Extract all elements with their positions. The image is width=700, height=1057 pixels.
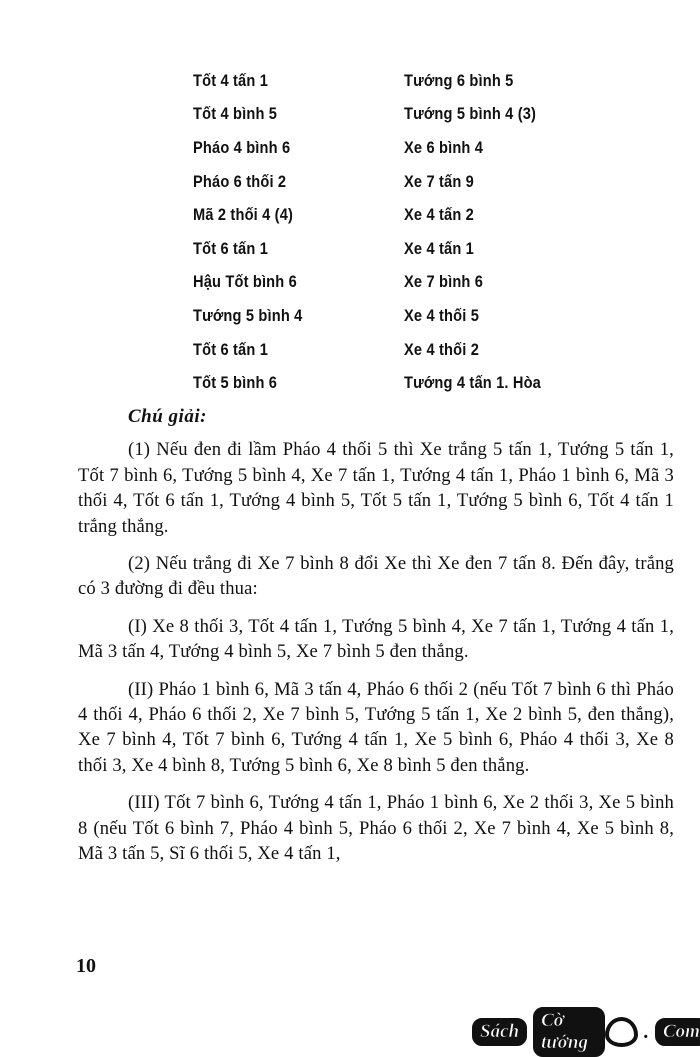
move-list	[193, 64, 613, 400]
move-row	[193, 198, 613, 232]
move-black: Tướng 4 tấn 1. Hòa	[403, 373, 541, 393]
move-black: Xe 4 tấn 1	[403, 238, 474, 258]
move-black: Xe 7 tấn 9	[403, 171, 474, 191]
move-white: Tốt 6 tấn 1	[193, 238, 269, 258]
annotations-heading: Chú giải:	[128, 406, 207, 427]
move-white: Tốt 5 bình 6	[193, 373, 278, 393]
move-white: Tướng 5 bình 4	[193, 305, 303, 325]
watermark-text-co-tuong: Cờ tướng	[533, 1007, 605, 1057]
move-black: Xe 7 bình 6	[403, 272, 484, 292]
annotation-paragraph: (1) Nếu đen đi lầm Pháo 4 thối 5 thì Xe trắng 5 tấn 1, Tướng 5 tấn 1, Tốt 7 bình 6, Tướng 5 bình 4, Xe 7 tấn 1, Tướng 4 tấn 1, Pháo 1 bình 6, Mã 3 thối 4, Tốt 6 tấn 1, Tướng 4 bình 5, Tốt 5 tấn 1, Tướng 5 bình 6, Tốt 4 tấn 1 trắng thắng.	[78, 439, 674, 537]
move-black: Xe 4 thối 2	[403, 339, 479, 359]
move-black: Xe 4 tấn 2	[403, 205, 474, 225]
annotations-section	[78, 400, 674, 879]
move-black: Xe 6 bình 4	[403, 137, 484, 157]
annotation-paragraph: (2) Nếu trắng đi Xe 7 bình 8 đổi Xe thì Xe đen 7 tấn 8. Đến đây, trắng có 3 đường đi đều thua:	[78, 553, 674, 600]
move-white: Hậu Tốt bình 6	[193, 272, 297, 292]
watermark-text-sach: Sách	[472, 1018, 527, 1046]
move-row	[193, 98, 613, 132]
move-white: Mã 2 thối 4 (4)	[193, 205, 294, 225]
swirl-ornament-icon	[605, 1017, 638, 1047]
move-row	[193, 131, 613, 165]
move-white: Tốt 4 bình 5	[193, 104, 278, 124]
move-row	[193, 64, 613, 98]
annotation-paragraph: (I) Xe 8 thối 3, Tốt 4 tấn 1, Tướng 5 bình 4, Xe 7 tấn 1, Tướng 4 tấn 1, Mã 3 tấn 4, Tướng 4 bình 5, Xe 7 bình 5 đen thắng.	[78, 615, 674, 663]
move-row	[193, 366, 613, 400]
move-row	[193, 232, 613, 266]
move-black: Tướng 6 bình 5	[403, 70, 514, 90]
watermark-dot: .	[644, 1020, 649, 1043]
move-black: Xe 4 thối 5	[403, 305, 479, 325]
move-white: Tốt 4 tấn 1	[193, 70, 269, 90]
move-black: Tướng 5 bình 4 (3)	[403, 104, 537, 124]
move-row	[193, 266, 613, 300]
move-white: Tốt 6 tấn 1	[193, 339, 269, 359]
page-number: 10	[76, 955, 96, 977]
move-row	[193, 299, 613, 333]
move-row	[193, 165, 613, 199]
annotation-paragraph: (III) Tốt 7 bình 6, Tướng 4 tấn 1, Pháo 1 bình 6, Xe 2 thối 3, Xe 5 bình 8 (nếu Tốt 6 bình 7, Pháo 4 bình 5, Pháo 6 thối 2, Xe 7 bình 4, Xe 5 bình 8, Mã 3 tấn 5, Sĩ 6 thối 5, Xe 4 tấn 1,	[78, 792, 674, 865]
move-white: Pháo 4 bình 6	[193, 137, 291, 157]
watermark-text-com: Com	[655, 1018, 700, 1046]
move-white: Pháo 6 thối 2	[193, 171, 287, 191]
move-row	[193, 333, 613, 367]
annotation-paragraph: (II) Pháo 1 bình 6, Mã 3 tấn 4, Pháo 6 thối 2 (nếu Tốt 7 bình 6 thì Pháo 4 thối 4, Pháo 6 thối 2, Xe 7 bình 5, Tướng 5 tấn 1, Xe 2 bình 5, đen thắng), Xe 7 bình 4, Tốt 7 bình 6, Tướng 4 tấn 1, Xe 5 bình 6, Pháo 4 thối 3, Xe 8 thối 3, Xe 4 bình 8, Tướng 5 bình 6, Xe 8 bình 5 đen thắng.	[78, 678, 674, 776]
